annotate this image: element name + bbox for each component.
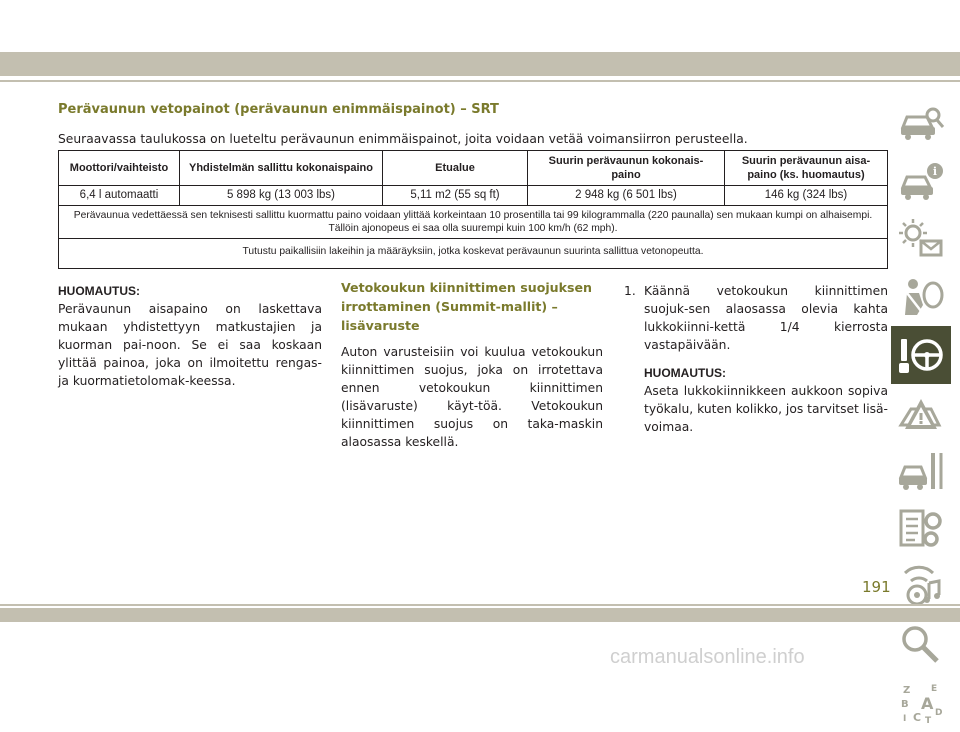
right-column [624, 282, 888, 436]
chapter-tabs [891, 94, 951, 732]
header-max-tongue-weight [725, 151, 888, 186]
table-header-row [59, 151, 888, 186]
cell-max-tongue-weight: 146 kg (324 lbs) [725, 186, 888, 206]
tab-servicing[interactable] [891, 442, 951, 500]
section-title: Perävaunun vetopainot (perävaunun enimmäispainot) – SRT [58, 102, 499, 117]
dashboard-lights-icon [897, 217, 945, 261]
bottom-rule [0, 604, 960, 606]
warning-triangle-icon [897, 391, 945, 435]
index-letters-icon [897, 681, 945, 725]
step-note-text: Aseta lukkokiinnikkeen aukkoon sopiva työkalu, kuten kolikko, jos tarvitset lisä-voimaa. [644, 384, 888, 434]
tab-starting-operating[interactable] [891, 326, 951, 384]
tab-emergency[interactable] [891, 384, 951, 442]
table-note-laws: Tutustu paikallisiin lakeihin ja määräyksiin, jotka koskevat perävaunun suurinta sallittua vetonopeutta. [59, 239, 888, 269]
index-letter: I [903, 714, 907, 724]
header-max-tongue-weight-text: Suurin perävaunun aisa- paino (ks. huomautus) [741, 155, 871, 181]
tab-getting-to-know[interactable] [891, 94, 951, 152]
tab-safety[interactable] [891, 268, 951, 326]
cell-gcw: 5 898 kg (13 003 lbs) [180, 186, 383, 206]
note-label: HUOMAUTUS: [58, 284, 140, 298]
top-rule [0, 80, 960, 82]
index-letter: E [931, 684, 938, 694]
subsection-text: Auton varusteisiin voi kuulua vetokoukun kiinnittimen suojus, joka on irrotettava ennen vetokoukun kiinnittimen (lisävaruste) käyt-töä. Vetokoukun kiinnittimen suojus on taka-maskin alaosassa keskellä. [341, 345, 603, 449]
steering-key-icon [897, 333, 945, 377]
cell-engine: 6,4 l automaatti [59, 186, 180, 206]
header-max-trailer-weight-text: Suurin perävaunun kokonais- paino [548, 155, 704, 181]
seatbelt-airbag-icon [897, 275, 945, 319]
header-engine: Moottori/vaihteisto [59, 151, 180, 186]
towing-weights-table [58, 150, 888, 269]
step-number: 1. [624, 284, 636, 298]
index-letter: A [921, 694, 934, 713]
top-band [0, 52, 960, 76]
svg-text:i: i [932, 165, 938, 178]
table-note-overload: Perävaunua vedettäessä sen teknisesti sallittu kuormattu paino voidaan ylittää korkeintaan 10 prosentilla tai 99 kilogrammalla (220 paunalla) sen mukaan kumpi on alhaisempi. Tällöin ajonopeus ei saa olla suurempi kuin 100 km/h (62 mph). [59, 206, 888, 239]
watermark: carmanualsonline.info [610, 646, 805, 668]
bottom-band [0, 608, 960, 622]
middle-column [341, 282, 603, 451]
search-icon [897, 623, 945, 667]
tab-index[interactable] [891, 674, 951, 732]
page-number: 191 [862, 578, 891, 596]
tab-dashboard-lights[interactable] [891, 210, 951, 268]
step-note-label: HUOMAUTUS: [644, 366, 726, 380]
index-letter: D [935, 708, 943, 718]
tab-search[interactable] [891, 616, 951, 674]
car-info-icon [897, 159, 945, 203]
tab-specifications[interactable] [891, 500, 951, 558]
multimedia-icon [897, 565, 945, 609]
index-letter: B [901, 699, 909, 710]
maintenance-list-icon [897, 507, 945, 551]
index-letter: Z [903, 685, 911, 696]
subsection-title: Vetokoukun kiinnittimen suojuksen irrottaminen (Summit-mallit) – lisävaruste [341, 280, 593, 333]
header-gcw: Yhdistelmän sallittu kokonaispaino [180, 151, 383, 186]
table-note-row [59, 239, 888, 269]
cell-frontal-area: 5,11 m2 (55 sq ft) [383, 186, 528, 206]
header-frontal-area: Etualue [383, 151, 528, 186]
cell-max-trailer-weight: 2 948 kg (6 501 lbs) [528, 186, 725, 206]
step-note [644, 364, 888, 436]
step-text: Käännä vetokoukun kiinnittimen suojuk-sen alaosassa olevia kahta lukkokiinni-kettä 1/4 kierrosta vastapäivään. [644, 284, 888, 352]
car-tools-icon [897, 449, 945, 493]
tab-instrument-info[interactable] [891, 152, 951, 210]
list-item [624, 282, 888, 354]
note-text: Perävaunun aisapaino on laskettava mukaan yhdistettyyn matkustajien ja kuorman pai-noon. Se ei saa koskaan ylittää painoa, joka on ilmoitettu rengas- ja kuormatietolomak-keessa. [58, 302, 322, 388]
intro-text: Seuraavassa taulukossa on lueteltu perävaunun enimmäispainot, joita voidaan vetää voimansiirron perusteella. [58, 132, 748, 146]
index-letter: C [913, 711, 922, 724]
left-column [58, 282, 322, 390]
car-search-icon [897, 101, 945, 145]
header-max-trailer-weight [528, 151, 725, 186]
table-row [59, 186, 888, 206]
table-note-row [59, 206, 888, 239]
index-letter: T [925, 716, 932, 725]
